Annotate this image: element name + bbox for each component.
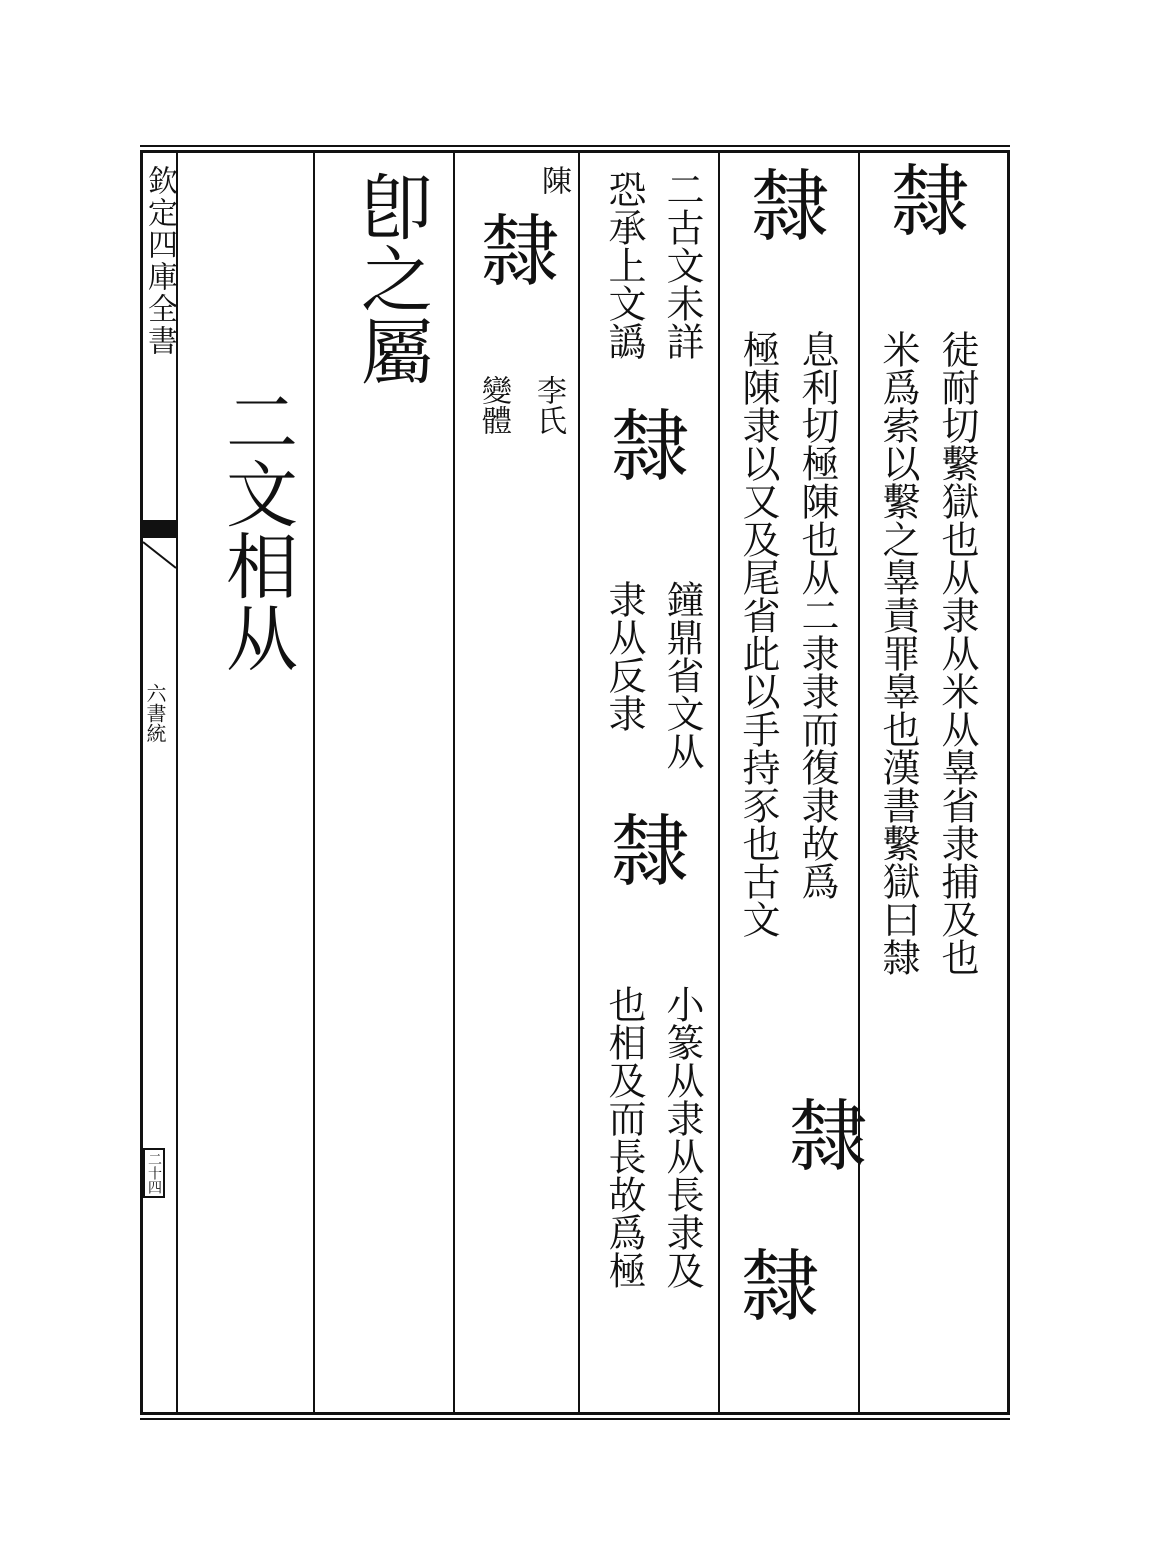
- gloss-text: 小篆从隶从長隶及: [660, 985, 704, 1289]
- gloss-text: 也相及而長故爲極: [602, 985, 646, 1289]
- seal-character: 隸: [728, 1245, 818, 1323]
- column-divider: [858, 150, 860, 1415]
- column-divider: [578, 150, 580, 1415]
- gloss-text: 陳: [536, 165, 571, 195]
- column-divider: [718, 150, 720, 1415]
- heading-text: 二文相从: [214, 385, 298, 673]
- heading-text: 卽之屬: [349, 170, 433, 386]
- seal-character: 隸: [468, 210, 558, 288]
- gloss-text: 徒耐切繫獄也从隶从米从辠省隶捕及也: [935, 330, 979, 976]
- column-divider: [313, 150, 315, 1415]
- book-title: 欽定四庫全書: [142, 165, 177, 357]
- frame-top-rule: [140, 145, 1010, 147]
- gloss-text: 恐承上文譌: [602, 170, 646, 360]
- gloss-text: 息利切極陳也从二隶隶而復隶故爲: [795, 330, 839, 900]
- fishtail-mark-icon: [143, 520, 176, 570]
- seal-character: 隸: [878, 160, 968, 238]
- seal-character: 隸: [598, 810, 688, 888]
- column-divider: [453, 150, 455, 1415]
- gloss-text: 極陳隶以又及尾省此以手持豕也古文: [736, 330, 780, 938]
- seal-character: 隸: [738, 165, 828, 243]
- seal-character: 隸: [598, 405, 688, 483]
- source-note: 變體: [476, 375, 511, 435]
- section-title: 六書統: [143, 683, 167, 743]
- seal-character: 隸: [776, 1095, 866, 1173]
- gloss-text: 米爲索以繫之辠責罪辠也漢書繫獄曰隸: [876, 330, 920, 976]
- frame-bottom-rule: [140, 1418, 1010, 1420]
- page-number: 二十四: [143, 1148, 165, 1198]
- source-note: 李氏: [531, 375, 566, 435]
- gloss-text: 二古文未詳: [660, 170, 704, 360]
- gloss-text: 鐘鼎省文从: [660, 580, 704, 770]
- gloss-text: 隶从反隶: [602, 580, 646, 732]
